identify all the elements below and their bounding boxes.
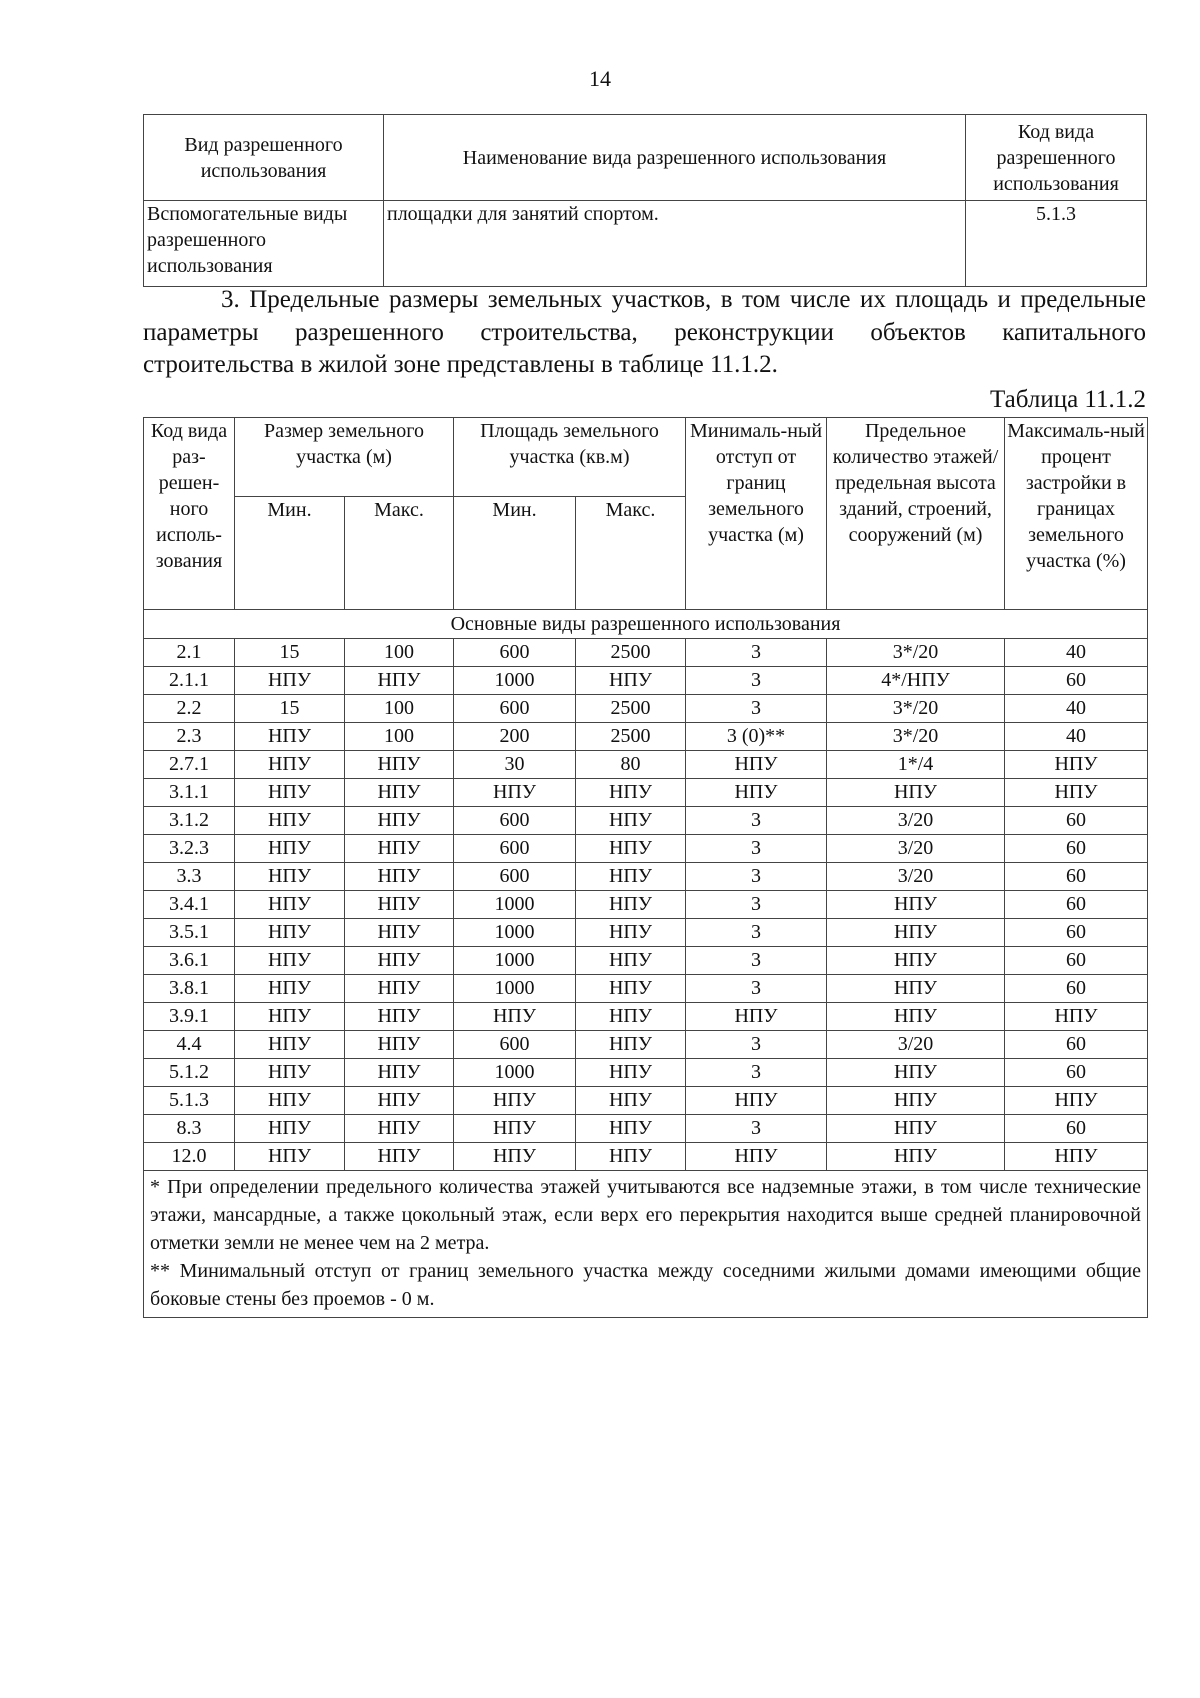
cell-size-min: НПУ [235, 919, 345, 947]
cell-coverage: НПУ [1005, 1143, 1148, 1171]
cell-size-min: НПУ [235, 1115, 345, 1143]
use-code-cell: 5.1.3 [966, 201, 1147, 287]
cell-floors: НПУ [827, 975, 1005, 1003]
cell-area-min: 1000 [454, 1059, 576, 1087]
table-row [144, 835, 1148, 863]
cell-setback: НПУ [686, 1143, 827, 1171]
cell-setback: 3 [686, 835, 827, 863]
cell-size-max: НПУ [345, 835, 454, 863]
permitted-uses-table [143, 114, 1147, 287]
cell-size-min: НПУ [235, 723, 345, 751]
table-row [144, 639, 1148, 667]
cell-code: 12.0 [144, 1143, 235, 1171]
cell-code: 2.7.1 [144, 751, 235, 779]
table-row [144, 919, 1148, 947]
cell-coverage: 40 [1005, 639, 1148, 667]
cell-area-min: 1000 [454, 891, 576, 919]
table-row [144, 891, 1148, 919]
table-row [144, 863, 1148, 891]
cell-area-max: 2500 [576, 639, 686, 667]
cell-floors: 3*/20 [827, 639, 1005, 667]
cell-area-max: НПУ [576, 667, 686, 695]
cell-size-min: НПУ [235, 667, 345, 695]
cell-code: 8.3 [144, 1115, 235, 1143]
cell-coverage: 60 [1005, 975, 1148, 1003]
cell-setback: 3 [686, 1031, 827, 1059]
cell-area-min: НПУ [454, 1143, 576, 1171]
cell-area-max: НПУ [576, 1031, 686, 1059]
table-row [144, 1115, 1148, 1143]
cell-coverage: 60 [1005, 891, 1148, 919]
cell-area-min: НПУ [454, 779, 576, 807]
header-use-type: Вид разрешенного использования [144, 115, 384, 201]
cell-size-max: НПУ [345, 1031, 454, 1059]
params-header-row [144, 418, 1148, 497]
cell-area-min: 600 [454, 1031, 576, 1059]
cell-coverage: 60 [1005, 919, 1148, 947]
cell-size-min: НПУ [235, 891, 345, 919]
cell-floors: 1*/4 [827, 751, 1005, 779]
cell-area-min: 600 [454, 835, 576, 863]
cell-size-max: НПУ [345, 863, 454, 891]
cell-coverage: НПУ [1005, 1003, 1148, 1031]
table-row [144, 1143, 1148, 1171]
cell-size-max: НПУ [345, 1143, 454, 1171]
header-coverage: Максималь-ный процент застройки в границах земельного участка (%) [1005, 418, 1148, 610]
cell-size-max: НПУ [345, 667, 454, 695]
cell-code: 5.1.3 [144, 1087, 235, 1115]
parameters-table [143, 417, 1148, 1318]
cell-area-min: 600 [454, 863, 576, 891]
cell-area-max: НПУ [576, 1087, 686, 1115]
cell-area-max: НПУ [576, 1003, 686, 1031]
cell-code: 3.9.1 [144, 1003, 235, 1031]
cell-area-min: 200 [454, 723, 576, 751]
table-row [144, 1087, 1148, 1115]
cell-floors: НПУ [827, 1143, 1005, 1171]
section-title-row [144, 610, 1148, 639]
cell-area-min: 1000 [454, 919, 576, 947]
cell-area-min: НПУ [454, 1003, 576, 1031]
cell-area-max: НПУ [576, 975, 686, 1003]
notes-cell [144, 1171, 1148, 1318]
cell-area-max: НПУ [576, 1115, 686, 1143]
cell-coverage: 60 [1005, 1031, 1148, 1059]
cell-floors: 3/20 [827, 835, 1005, 863]
use-type-cell: Вспомогательные виды разрешенного использования [144, 201, 384, 287]
cell-size-max: 100 [345, 695, 454, 723]
section-paragraph: 3. Предельные размеры земельных участков, в том числе их площадь и предельные параметры разрешенного строительства, реконструкции объектов капитального строительства в жилой зоне представлены в таблице 11.1.2. [143, 286, 1146, 378]
header-area-max: Макс. [576, 497, 686, 610]
cell-code: 2.1.1 [144, 667, 235, 695]
header-size-max: Макс. [345, 497, 454, 610]
cell-code: 3.6.1 [144, 947, 235, 975]
cell-size-max: НПУ [345, 779, 454, 807]
header-area-min: Мин. [454, 497, 576, 610]
cell-area-max: 80 [576, 751, 686, 779]
cell-floors: 3*/20 [827, 723, 1005, 751]
cell-area-min: 1000 [454, 667, 576, 695]
cell-code: 3.8.1 [144, 975, 235, 1003]
cell-floors: 3/20 [827, 807, 1005, 835]
cell-size-min: НПУ [235, 1003, 345, 1031]
cell-size-max: НПУ [345, 947, 454, 975]
cell-setback: 3 [686, 891, 827, 919]
cell-floors: 3/20 [827, 1031, 1005, 1059]
cell-area-min: 600 [454, 807, 576, 835]
cell-area-max: 2500 [576, 723, 686, 751]
cell-setback: 3 [686, 947, 827, 975]
cell-size-min: НПУ [235, 807, 345, 835]
cell-code: 3.5.1 [144, 919, 235, 947]
cell-size-min: НПУ [235, 863, 345, 891]
cell-coverage: 60 [1005, 667, 1148, 695]
cell-setback: 3 (0)** [686, 723, 827, 751]
cell-size-max: НПУ [345, 1003, 454, 1031]
cell-floors: 3/20 [827, 863, 1005, 891]
cell-code: 2.3 [144, 723, 235, 751]
note-setback: ** Минимальный отступ от границ земельного участка между соседними жилыми домами имеющими общие боковые стены без проемов - 0 м. [150, 1260, 1142, 1310]
cell-code: 3.4.1 [144, 891, 235, 919]
cell-area-min: 600 [454, 695, 576, 723]
notes-row [144, 1171, 1148, 1318]
cell-code: 5.1.2 [144, 1059, 235, 1087]
cell-coverage: 40 [1005, 723, 1148, 751]
cell-setback: НПУ [686, 1087, 827, 1115]
header-use-code: Код вида разрешенного использования [966, 115, 1147, 201]
cell-size-min: 15 [235, 695, 345, 723]
cell-area-max: НПУ [576, 891, 686, 919]
header-use-name: Наименование вида разрешенного использования [384, 115, 966, 201]
cell-size-max: НПУ [345, 1115, 454, 1143]
header-floors: Предельное количество этажей/ предельная высота зданий, строений, сооружений (м) [827, 418, 1005, 610]
table-row [144, 975, 1148, 1003]
cell-setback: НПУ [686, 1003, 827, 1031]
cell-coverage: 60 [1005, 947, 1148, 975]
cell-size-min: НПУ [235, 1059, 345, 1087]
cell-area-min: 1000 [454, 975, 576, 1003]
cell-floors: НПУ [827, 1087, 1005, 1115]
cell-setback: НПУ [686, 779, 827, 807]
cell-setback: 3 [686, 807, 827, 835]
cell-setback: НПУ [686, 751, 827, 779]
cell-floors: НПУ [827, 1003, 1005, 1031]
header-plot-size: Размер земельного участка (м) [235, 418, 454, 497]
uses-header-row [144, 115, 1147, 201]
cell-floors: НПУ [827, 779, 1005, 807]
cell-floors: НПУ [827, 1115, 1005, 1143]
cell-code: 3.1.1 [144, 779, 235, 807]
cell-floors: НПУ [827, 919, 1005, 947]
table-row [144, 1031, 1148, 1059]
cell-code: 3.3 [144, 863, 235, 891]
header-plot-area: Площадь земельного участка (кв.м) [454, 418, 686, 497]
table-row [144, 947, 1148, 975]
cell-size-max: НПУ [345, 1087, 454, 1115]
cell-setback: 3 [686, 863, 827, 891]
cell-coverage: НПУ [1005, 751, 1148, 779]
page-number: 14 [589, 66, 611, 91]
cell-area-max: НПУ [576, 807, 686, 835]
use-name-cell: площадки для занятий спортом. [384, 201, 966, 287]
header-code: Код вида раз-решен-ного исполь-зования [144, 418, 235, 610]
cell-size-min: 15 [235, 639, 345, 667]
cell-size-max: НПУ [345, 807, 454, 835]
cell-coverage: 60 [1005, 835, 1148, 863]
table-row [144, 779, 1148, 807]
cell-coverage: 60 [1005, 863, 1148, 891]
cell-floors: НПУ [827, 1059, 1005, 1087]
cell-coverage: 60 [1005, 807, 1148, 835]
cell-size-min: НПУ [235, 751, 345, 779]
cell-setback: 3 [686, 639, 827, 667]
cell-setback: 3 [686, 1059, 827, 1087]
cell-area-max: НПУ [576, 863, 686, 891]
cell-area-max: НПУ [576, 835, 686, 863]
cell-area-min: 30 [454, 751, 576, 779]
note-floors: * При определении предельного количества этажей учитываются все надземные этажи, в том числе технические этажи, мансардные, а также цокольный этаж, если верх его перекрытия находится выше средней планировочной отметки земли не менее чем на 2 метра. [150, 1176, 1142, 1254]
cell-setback: 3 [686, 975, 827, 1003]
header-setback: Минималь-ный отступ от границ земельного участка (м) [686, 418, 827, 610]
cell-code: 3.1.2 [144, 807, 235, 835]
cell-size-max: НПУ [345, 919, 454, 947]
cell-area-min: 600 [454, 639, 576, 667]
cell-setback: 3 [686, 1115, 827, 1143]
cell-area-min: НПУ [454, 1115, 576, 1143]
table-row [144, 695, 1148, 723]
cell-code: 2.2 [144, 695, 235, 723]
cell-floors: 3*/20 [827, 695, 1005, 723]
table-row [144, 1003, 1148, 1031]
cell-size-max: НПУ [345, 975, 454, 1003]
cell-setback: 3 [686, 919, 827, 947]
table-caption: Таблица 11.1.2 [990, 386, 1146, 413]
cell-size-min: НПУ [235, 947, 345, 975]
cell-size-max: НПУ [345, 751, 454, 779]
table-row [144, 807, 1148, 835]
cell-area-max: НПУ [576, 1059, 686, 1087]
cell-coverage: 60 [1005, 1059, 1148, 1087]
cell-size-min: НПУ [235, 1087, 345, 1115]
cell-code: 2.1 [144, 639, 235, 667]
cell-area-min: НПУ [454, 1087, 576, 1115]
table-row [144, 723, 1148, 751]
cell-size-min: НПУ [235, 835, 345, 863]
cell-floors: НПУ [827, 891, 1005, 919]
cell-area-max: НПУ [576, 919, 686, 947]
cell-code: 3.2.3 [144, 835, 235, 863]
cell-area-max: 2500 [576, 695, 686, 723]
cell-area-max: НПУ [576, 1143, 686, 1171]
table-row [144, 751, 1148, 779]
cell-size-max: НПУ [345, 891, 454, 919]
table-row [144, 1059, 1148, 1087]
cell-coverage: НПУ [1005, 779, 1148, 807]
cell-coverage: НПУ [1005, 1087, 1148, 1115]
section-title: Основные виды разрешенного использования [144, 610, 1148, 639]
header-size-min: Мин. [235, 497, 345, 610]
cell-code: 4.4 [144, 1031, 235, 1059]
cell-coverage: 40 [1005, 695, 1148, 723]
cell-floors: НПУ [827, 947, 1005, 975]
cell-floors: 4*/НПУ [827, 667, 1005, 695]
uses-row [144, 201, 1147, 287]
cell-size-min: НПУ [235, 1143, 345, 1171]
cell-area-max: НПУ [576, 779, 686, 807]
table-row [144, 667, 1148, 695]
cell-size-max: 100 [345, 639, 454, 667]
cell-area-max: НПУ [576, 947, 686, 975]
cell-coverage: 60 [1005, 1115, 1148, 1143]
cell-size-min: НПУ [235, 1031, 345, 1059]
cell-area-min: 1000 [454, 947, 576, 975]
cell-size-max: 100 [345, 723, 454, 751]
cell-size-min: НПУ [235, 975, 345, 1003]
cell-size-max: НПУ [345, 1059, 454, 1087]
cell-setback: 3 [686, 667, 827, 695]
cell-size-min: НПУ [235, 779, 345, 807]
cell-setback: 3 [686, 695, 827, 723]
